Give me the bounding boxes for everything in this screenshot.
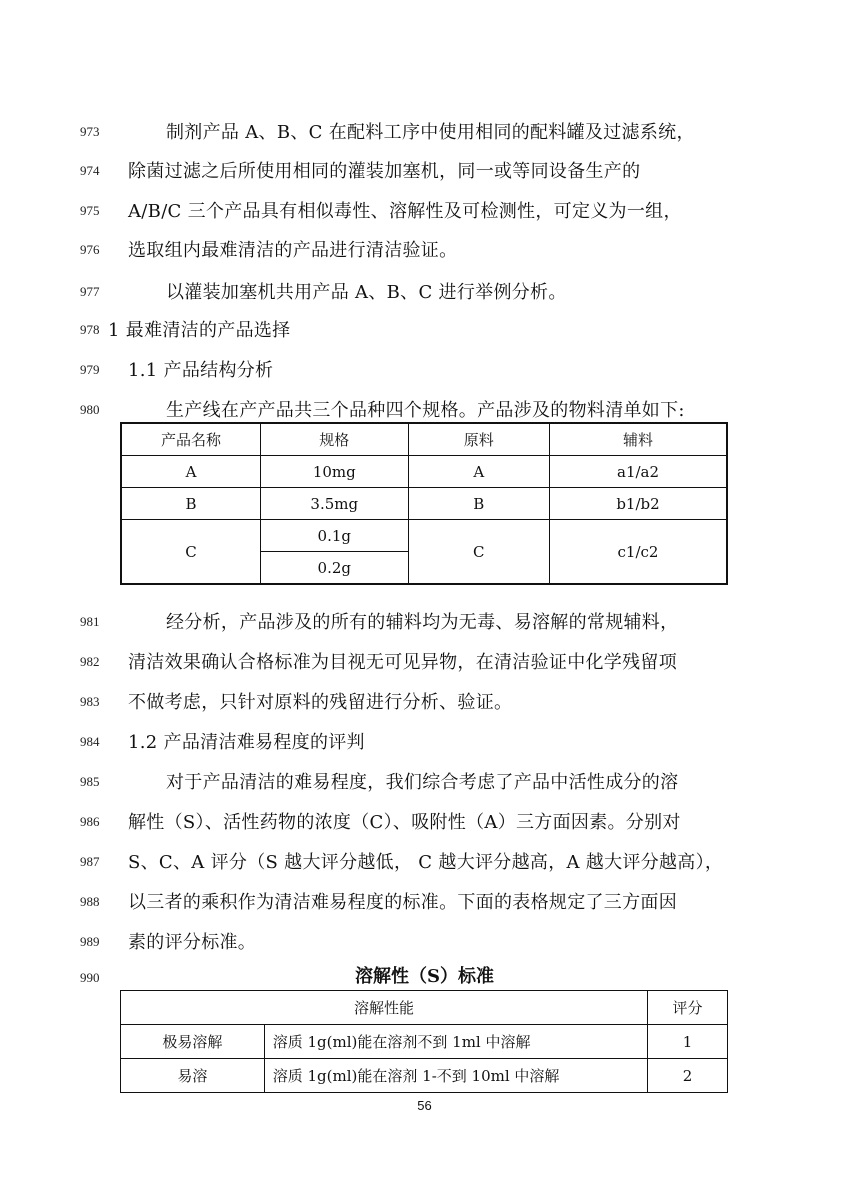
line-number: 989 [80,934,100,949]
cell-api: B [408,488,549,520]
section-heading: 1 最难清洁的产品选择 [108,320,291,341]
line-number: 985 [80,774,100,789]
paragraph-line: A/B/C 三个产品具有相似毒性、溶解性及可检测性，可定义为一组， [128,201,682,222]
header-api: 原料 [408,423,549,456]
cell-spec: 10mg [260,456,408,488]
line-number: 975 [80,203,100,218]
cell-level: 易溶 [121,1059,265,1093]
line-number: 988 [80,894,100,909]
paragraph-line: S、C、A 评分（S 越大评分越低， C 越大评分越高，A 越大评分越高）， [128,852,724,873]
table-caption: 溶解性（S）标准 [355,966,494,987]
paragraph-line: 以三者的乘积作为清洁难易程度的标准。下面的表格规定了三方面因 [128,892,677,913]
paragraph-line: 以灌装加塞机共用产品 A、B、C 进行举例分析。 [166,282,567,303]
line-number: 976 [80,242,100,257]
header-solubility: 溶解性能 [121,991,648,1025]
paragraph-line: 对于产品清洁的难易程度，我们综合考虑了产品中活性成分的溶 [166,772,679,793]
line-number: 981 [80,614,100,629]
paragraph-line: 素的评分标准。 [128,932,257,953]
cell-spec: 0.1g [260,520,408,552]
header-spec: 规格 [260,423,408,456]
cell-level: 极易溶解 [121,1025,265,1059]
cell-spec: 3.5mg [260,488,408,520]
subsection-heading: 1.2 产品清洁难易程度的评判 [128,732,365,753]
cell-excipient: b1/b2 [550,488,727,520]
cell-product-name: A [121,456,260,488]
cell-score: 2 [648,1059,728,1093]
line-number: 983 [80,694,100,709]
solubility-table [120,990,728,1093]
line-number: 990 [80,970,100,985]
cell-product-name: C [121,520,260,585]
line-number: 987 [80,854,100,869]
cell-product-name: B [121,488,260,520]
table-header-row [121,991,728,1025]
line-number: 977 [80,284,100,299]
header-product-name: 产品名称 [121,423,260,456]
line-number: 980 [80,402,100,417]
table-row [121,520,727,552]
line-number: 982 [80,654,100,669]
header-excipient: 辅料 [550,423,727,456]
line-number: 984 [80,734,100,749]
paragraph-line: 除菌过滤之后所使用相同的灌装加塞机，同一或等同设备生产的 [128,161,641,182]
cell-description: 溶质 1g(ml)能在溶剂不到 1ml 中溶解 [264,1025,647,1059]
table-row [121,1059,728,1093]
page-number: 56 [417,1098,432,1113]
line-number: 974 [80,163,100,178]
table-row [121,1025,728,1059]
paragraph-line: 经分析，产品涉及的所有的辅料均为无毒、易溶解的常规辅料， [166,612,679,633]
paragraph-line: 不做考虑，只针对原料的残留进行分析、验证。 [128,692,513,713]
paragraph-line: 生产线在产产品共三个品种四个规格。产品涉及的物料清单如下: [166,400,685,421]
line-number: 978 [80,322,100,337]
paragraph-line: 清洁效果确认合格标准为目视无可见异物，在清洁验证中化学残留项 [128,652,677,673]
paragraph-line: 解性（S）、活性药物的浓度（C）、吸附性（A）三方面因素。分别对 [128,812,681,833]
header-score: 评分 [648,991,728,1025]
cell-api: A [408,456,549,488]
materials-table [120,422,728,585]
cell-description: 溶质 1g(ml)能在溶剂 1-不到 10ml 中溶解 [264,1059,647,1093]
cell-excipient: c1/c2 [550,520,727,585]
table-row [121,488,727,520]
paragraph-line: 制剂产品 A、B、C 在配料工序中使用相同的配料罐及过滤系统， [166,122,695,143]
cell-score: 1 [648,1025,728,1059]
cell-excipient: a1/a2 [550,456,727,488]
subsection-heading: 1.1 产品结构分析 [128,360,274,381]
line-number: 973 [80,124,100,139]
line-number: 979 [80,362,100,377]
paragraph-line: 选取组内最难清洁的产品进行清洁验证。 [128,240,458,261]
table-header-row [121,423,727,456]
cell-spec: 0.2g [260,552,408,585]
line-number: 986 [80,814,100,829]
cell-api: C [408,520,549,585]
table-row [121,456,727,488]
